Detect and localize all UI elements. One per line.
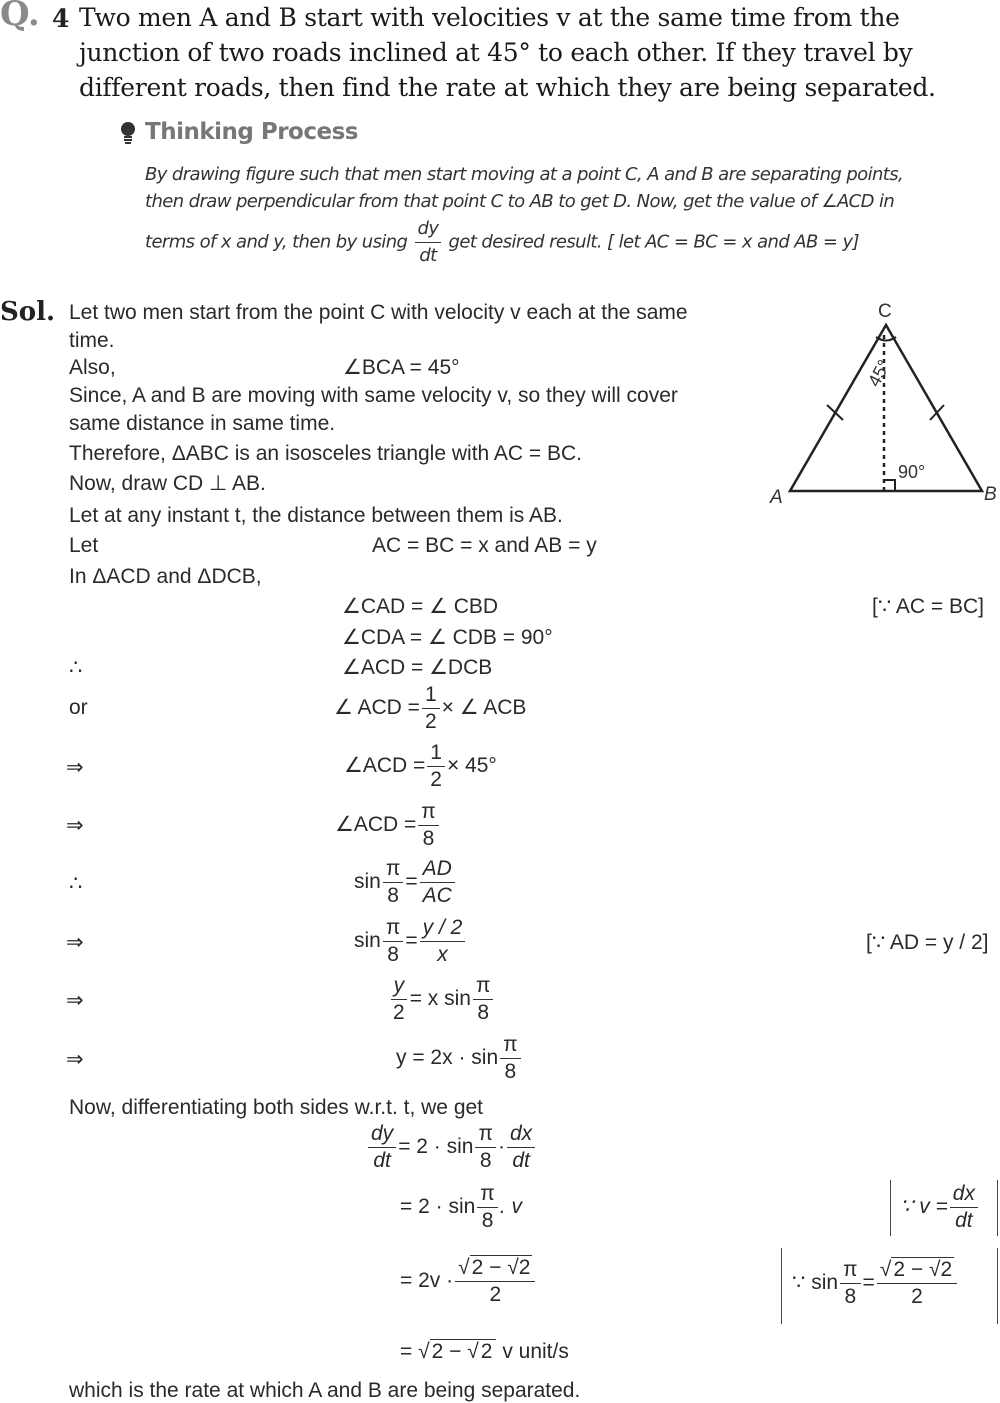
sqrt: √2 − √2 xyxy=(458,1256,531,1279)
fraction xyxy=(368,1121,396,1174)
fraction xyxy=(420,915,466,968)
denominator: dt xyxy=(512,1149,530,1172)
angle-45-label: 45° xyxy=(863,356,895,390)
therefore-symbol: ∴ xyxy=(69,872,83,895)
fraction xyxy=(390,973,408,1026)
denominator: dt xyxy=(955,1209,973,1232)
fraction xyxy=(877,1257,957,1310)
denominator: 8 xyxy=(477,1001,490,1024)
fraction xyxy=(383,915,404,968)
equation xyxy=(344,740,497,793)
question-label: Q. xyxy=(0,0,40,34)
thinking-text: terms of x and y, then by using xyxy=(145,231,408,253)
solution-text: same distance in same time. xyxy=(69,412,336,435)
numerator xyxy=(877,1257,957,1284)
denominator: dt xyxy=(373,1149,391,1172)
vertex-b-label: B xyxy=(984,484,997,505)
equation xyxy=(400,1340,569,1364)
denominator: x xyxy=(437,943,448,966)
numerator: π xyxy=(500,1032,521,1059)
solution-text: which is the rate at which A and B are being separated. xyxy=(69,1379,581,1402)
radicand: 2 − √2 xyxy=(471,1256,531,1279)
eq-part: y = 2x · sin xyxy=(396,1046,499,1070)
solution-text: Therefore, ΔABC is an isosceles triangle with AC = BC. xyxy=(69,442,582,465)
equation xyxy=(400,1181,522,1234)
fraction xyxy=(840,1257,861,1310)
fraction xyxy=(475,1121,496,1174)
implies-symbol: ⇒ xyxy=(66,1048,84,1071)
numerator: π xyxy=(383,856,404,883)
equation xyxy=(334,682,526,735)
triangle-figure xyxy=(760,290,1000,510)
reason: [∵ AC = BC] xyxy=(872,595,984,618)
eq-part: = 2 · sin xyxy=(400,1195,476,1219)
fraction xyxy=(427,740,445,793)
solution-text: time. xyxy=(69,329,115,352)
equation: ∠BCA = 45° xyxy=(343,356,460,379)
solution-text: Now, draw CD ⊥ AB. xyxy=(69,472,266,495)
fraction-dy-dt xyxy=(415,216,442,269)
eq-part: sin xyxy=(354,870,381,894)
eq-part: ∠ ACD = xyxy=(334,696,420,720)
numerator: π xyxy=(840,1257,861,1284)
reason: [∵ AD = y / 2] xyxy=(866,931,989,954)
implies-symbol: ⇒ xyxy=(66,989,84,1012)
denominator: 2 xyxy=(489,1283,502,1306)
denominator: AC xyxy=(422,884,452,907)
eq-part: × ∠ ACB xyxy=(441,696,527,720)
reason xyxy=(900,1181,980,1234)
thinking-text: get desired result. [ let AC = BC = x and AB = y] xyxy=(448,231,859,253)
numerator: 1 xyxy=(427,740,445,767)
numerator xyxy=(455,1255,535,1282)
sqrt: √2 xyxy=(467,1340,493,1363)
numerator: y / 2 xyxy=(420,915,466,942)
fraction xyxy=(383,856,404,909)
vertex-c-label: C xyxy=(878,301,892,322)
denominator: 2 xyxy=(911,1285,923,1308)
numerator: π xyxy=(473,973,494,1000)
vertex-a-label: A xyxy=(770,487,783,508)
sqrt: √2 − √2 xyxy=(879,1258,953,1281)
equation xyxy=(354,856,457,909)
radicand-part: 2 − xyxy=(431,1340,462,1363)
solution-text: Let at any instant t, the distance between them is AB. xyxy=(69,504,563,527)
equation xyxy=(396,1032,523,1085)
fraction xyxy=(950,1181,978,1234)
numerator: π xyxy=(418,799,439,826)
sqrt: √2 − √2 xyxy=(418,1340,496,1364)
equation xyxy=(366,1121,537,1174)
question-line: Two men A and B start with velocities v at the same time from the xyxy=(79,3,900,32)
solution-label: Sol. xyxy=(0,297,56,327)
numerator: dx xyxy=(507,1121,535,1148)
denominator: 2 xyxy=(424,710,437,733)
eq-part: = x sin xyxy=(409,987,471,1011)
fraction xyxy=(507,1121,535,1174)
denominator: 8 xyxy=(387,884,399,907)
solution-text: Let two men start from the point C with velocity v each at the same xyxy=(69,301,688,324)
radicand xyxy=(430,1339,497,1363)
denominator: 8 xyxy=(504,1060,517,1083)
eq-part: ∠ACD = xyxy=(344,754,426,778)
fraction xyxy=(418,799,439,852)
equation: AC = BC = x and AB = y xyxy=(372,534,597,557)
equation xyxy=(335,799,441,852)
denominator: 8 xyxy=(481,1209,494,1232)
numerator: y xyxy=(391,973,408,1000)
solution-text: Let xyxy=(69,534,99,557)
question-number: 4 xyxy=(52,4,70,33)
radicand: 2 − √2 xyxy=(893,1258,953,1281)
eq-part: sin xyxy=(354,929,381,953)
equation: ∠ACD = ∠DCB xyxy=(342,656,493,679)
denominator: 2 xyxy=(430,768,442,791)
eq-part: = xyxy=(862,1271,875,1295)
implies-symbol: ⇒ xyxy=(66,814,84,837)
solution-text: In ΔACD and ΔDCB, xyxy=(69,565,262,588)
equation: ∠CDA = ∠ CDB = 90° xyxy=(342,626,553,649)
denominator: dt xyxy=(419,245,437,266)
solution-text: Also, xyxy=(69,356,116,379)
therefore-symbol: ∴ xyxy=(69,656,83,679)
numerator: AD xyxy=(420,856,455,883)
angle-90-label: 90° xyxy=(898,462,926,482)
numerator: dy xyxy=(415,216,442,243)
solution-text: Now, differentiating both sides w.r.t. t, we get xyxy=(69,1096,484,1119)
eq-part: · xyxy=(497,1135,505,1159)
eq-part: v unit/s xyxy=(502,1340,569,1363)
thinking-process-title: Thinking Process xyxy=(145,119,358,145)
eq-part: = 2 · sin xyxy=(398,1135,474,1159)
equation: ∠CAD = ∠ CBD xyxy=(342,595,499,618)
fraction xyxy=(473,973,494,1026)
eq-part: ∵ v = xyxy=(900,1195,948,1219)
solution-text: Since, A and B are moving with same velocity v, so they will cover xyxy=(69,384,678,407)
implies-symbol: ⇒ xyxy=(66,756,84,779)
eq-part: ∵ sin xyxy=(792,1271,839,1295)
or-text: or xyxy=(69,696,88,719)
numerator: dx xyxy=(950,1181,978,1208)
fraction xyxy=(422,682,440,735)
equation xyxy=(354,915,467,968)
denominator: 2 xyxy=(393,1001,405,1024)
denominator: 8 xyxy=(479,1149,492,1172)
thinking-text-line3 xyxy=(145,216,859,269)
fraction xyxy=(420,856,455,909)
eq-part: . v xyxy=(499,1195,522,1219)
denominator: 8 xyxy=(387,943,399,966)
thinking-text: By drawing figure such that men start moving at a point C, A and B are separating points, xyxy=(145,164,904,185)
implies-symbol: ⇒ xyxy=(66,931,84,954)
numerator: 1 xyxy=(422,682,440,709)
lightbulb-icon xyxy=(118,120,138,152)
eq-part: = xyxy=(400,1340,413,1363)
thinking-text: then draw perpendicular from that point C to AB to get D. Now, get the value of ∠ACD in xyxy=(145,191,895,212)
eq-part: ∠ACD = xyxy=(335,813,417,837)
numerator: π xyxy=(475,1121,496,1148)
denominator: 8 xyxy=(844,1285,857,1308)
denominator: 8 xyxy=(422,827,435,850)
numerator: π xyxy=(477,1181,498,1208)
reason xyxy=(792,1257,959,1310)
numerator: π xyxy=(383,915,404,942)
fraction xyxy=(455,1255,535,1308)
eq-part: × 45° xyxy=(446,754,497,778)
radicand: 2 xyxy=(480,1340,493,1363)
equation xyxy=(400,1255,537,1308)
eq-part: = xyxy=(405,870,418,894)
fraction xyxy=(500,1032,521,1085)
fraction xyxy=(477,1181,498,1234)
eq-part: = 2v · xyxy=(400,1269,454,1293)
eq-part: = xyxy=(405,929,418,953)
equation xyxy=(388,973,495,1026)
numerator: dy xyxy=(368,1121,396,1148)
question-line: junction of two roads inclined at 45° to each other. If they travel by xyxy=(79,38,913,67)
question-line: different roads, then find the rate at which they are being separated. xyxy=(79,73,936,102)
